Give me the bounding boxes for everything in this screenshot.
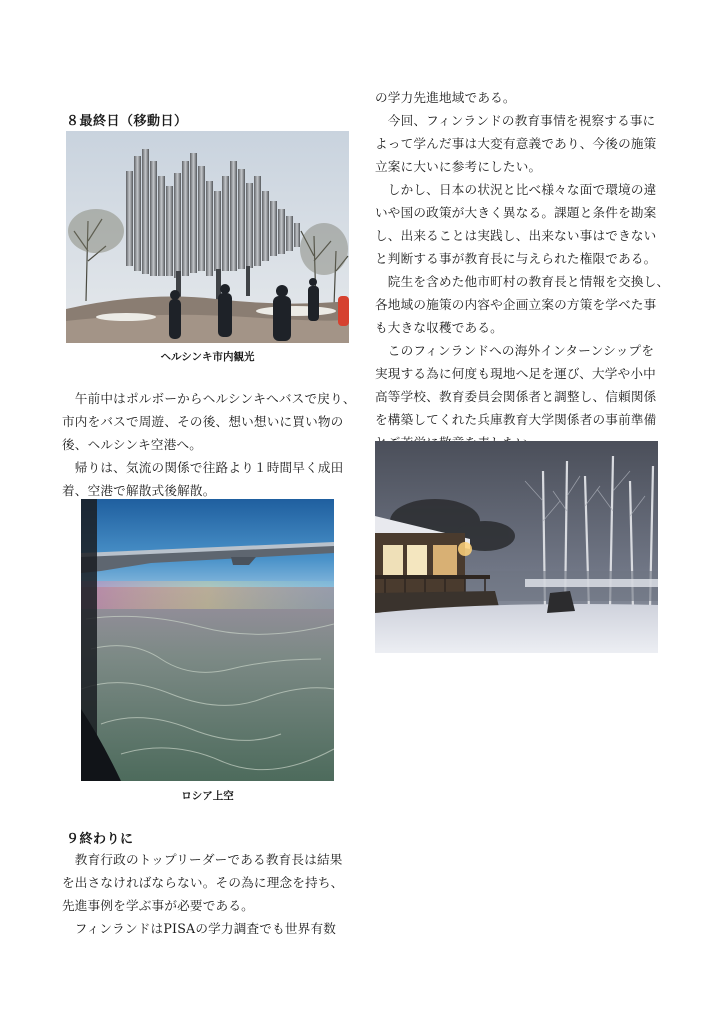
text-line: の学力先進地域である。 xyxy=(375,90,516,105)
text-line: と判断する事が教育長に与えられた権限である。 xyxy=(375,251,657,266)
text-line: 教育行政のトップリーダーである教育長は結果 xyxy=(62,852,343,867)
text-line: 午前中はポルボーからヘルシンキへバスで戻り、 xyxy=(62,391,356,406)
photo-caption-helsinki: ヘルシンキ市内観光 xyxy=(160,351,255,363)
text-line: 院生を含めた他市町村の教育長と情報を交換し、 xyxy=(375,274,670,289)
text-line: 今回、フィンランドの教育事情を視察する事に xyxy=(375,113,656,128)
text-line: 市内をバスで周遊、その後、想い想いに買い物の xyxy=(62,414,344,429)
text-line: よって学んだ事は大変有意義であり、今後の施策 xyxy=(375,136,657,151)
text-line: を構築してくれた兵庫教育大学関係者の事前準備 xyxy=(375,412,657,427)
photo-caption-russia: ロシア上空 xyxy=(181,790,234,802)
section-8-paragraph xyxy=(62,387,356,502)
airplane-window-photo xyxy=(81,499,334,781)
text-line: 実現する為に何度も現地へ足を運び、大学や小中 xyxy=(375,366,656,381)
text-line: しかし、日本の状況と比べ様々な面で環境の違 xyxy=(375,182,657,197)
text-line: フィンランドはPISAの学力調査でも世界有数 xyxy=(62,921,337,936)
text-line: このフィンランドへの海外インターンシップを xyxy=(375,343,655,358)
text-line: いや国の政策が大きく異なる。課題と条件を勘案 xyxy=(375,205,657,220)
text-line: を出さなければならない。その為に理念を持ち、 xyxy=(62,875,344,890)
text-line: 着、空港で解散式後解散。 xyxy=(62,483,216,498)
snowy-house-photo xyxy=(375,441,658,653)
text-line: も大きな収穫である。 xyxy=(375,320,503,335)
text-line: 高等学校、教育委員会関係者と調整し、信頼関係 xyxy=(375,389,657,404)
section-9-heading: ９終わりに xyxy=(66,832,134,847)
sibelius-monument-photo xyxy=(66,131,349,343)
section-9-paragraph xyxy=(62,848,343,940)
text-line: 各地域の施策の内容や企画立案の方策を学べた事 xyxy=(375,297,657,312)
right-column-paragraph xyxy=(375,86,669,454)
text-line: 後、ヘルシンキ空港へ。 xyxy=(62,437,203,452)
text-line: 帰りは、気流の関係で往路より１時間早く成田 xyxy=(62,460,344,475)
text-line: 先進事例を学ぶ事が必要である。 xyxy=(62,898,254,913)
text-line: 立案に大いに参考にしたい。 xyxy=(375,159,542,174)
section-8-heading: ８最終日（移動日） xyxy=(66,114,188,129)
text-line: し、出来ることは実践し、出来ない事はできない xyxy=(375,228,657,243)
